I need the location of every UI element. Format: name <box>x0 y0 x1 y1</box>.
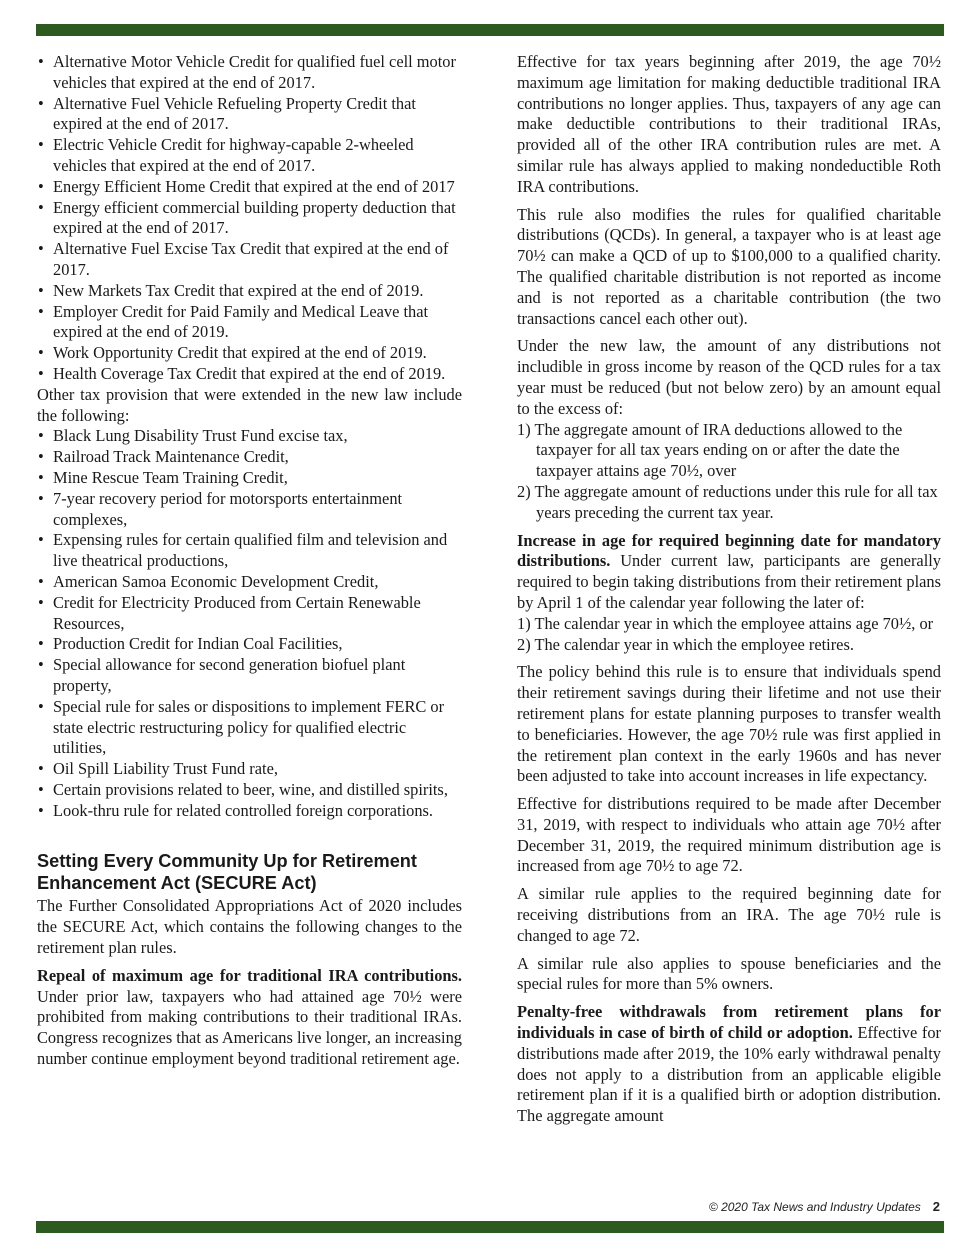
left-column <box>37 52 462 1077</box>
list-item: • American Samoa Economic Development Credit, <box>37 572 462 593</box>
paragraph-body: Effective for distributions made after 2019, the 10% early withdrawal penalty does not apply to a distribution from an applicable eligible retirement plan if it is a qualified birth or adoption distribution. The aggregate amount <box>517 1023 941 1126</box>
paragraph: A similar rule also applies to spouse beneficiaries and the special rules for more than 5% owners. <box>517 953 941 994</box>
list-item: • Look-thru rule for related controlled foreign corporations. <box>37 801 462 822</box>
paragraph: Other tax provision that were extended in the new law include the following: <box>37 384 462 425</box>
paragraph: A similar rule applies to the required beginning date for receiving distributions from an IRA. The age 70½ rule is changed to age 72. <box>517 884 941 945</box>
list-item: • Special rule for sales or dispositions to implement FERC or state electric restructuring policy for qualified electric utilities, <box>37 697 462 759</box>
expired-credits-list <box>37 52 462 385</box>
list-item: • Alternative Motor Vehicle Credit for qualified fuel cell motor vehicles that expired at the end of 2017. <box>37 52 462 94</box>
section-heading: Setting Every Community Up for Retirement Enhancement Act (SECURE Act) <box>37 851 417 893</box>
paragraph-lead: Penalty-free withdrawals from retirement plans for individuals in case of birth of child or adoption. <box>517 1002 941 1043</box>
paragraph: Effective for tax years beginning after 2019, the age 70½ maximum age limitation for making deductible traditional IRA contributions no longer applies. Thus, taxpayers of any age can make deductible contributions to their traditional IRAs, provided all of the other IRA contribution rules are met. A similar rule has always applied to making nondeductible Roth IRA contributions. <box>517 52 941 196</box>
page-number: 2 <box>932 1199 940 1214</box>
list-item: 2) The aggregate amount of reductions under this rule for all tax years preceding the current tax year. <box>517 481 938 522</box>
list-item: • Mine Rescue Team Training Credit, <box>37 468 462 489</box>
paragraph-body: Under current law, participants are generally required to begin taking distributions from their retirement plans by April 1 of the calendar year following the later of: <box>517 551 941 612</box>
list-item: • Expensing rules for certain qualified film and television and live theatrical productions, <box>37 530 462 572</box>
list-item: 1) The aggregate amount of IRA deductions allowed to the taxpayer for all tax years ending on or after the date the taxpayer attains age 70½, over <box>517 419 903 481</box>
extended-provisions-list <box>37 426 462 821</box>
list-item: • Health Coverage Tax Credit that expired at the end of 2019. <box>37 364 462 385</box>
paragraph <box>37 966 462 1070</box>
footer-rule <box>36 1221 944 1233</box>
paragraph <box>517 1002 941 1127</box>
list-item: • Alternative Fuel Vehicle Refueling Property Credit that expired at the end of 2017. <box>37 94 462 136</box>
footer-copyright: © 2020 Tax News and Industry Updates <box>708 1200 921 1214</box>
list-item: • Work Opportunity Credit that expired at the end of 2019. <box>37 343 462 364</box>
list-item: • 7-year recovery period for motorsports entertainment complexes, <box>37 489 462 531</box>
list-item: 2) The calendar year in which the employee retires. <box>517 634 854 654</box>
list-item: • Certain provisions related to beer, wine, and distilled spirits, <box>37 780 462 801</box>
list-item: • Black Lung Disability Trust Fund excise tax, <box>37 426 462 447</box>
paragraph-lead: Increase in age for required beginning date for mandatory distributions. <box>517 530 941 571</box>
list-item: 1) The calendar year in which the employee attains age 70½, or <box>517 613 934 633</box>
numbered-list <box>517 420 941 524</box>
list-item: • New Markets Tax Credit that expired at the end of 2019. <box>37 281 462 302</box>
paragraph-lead: Repeal of maximum age for traditional IRA contributions. <box>37 965 462 985</box>
list-item: • Railroad Track Maintenance Credit, <box>37 447 462 468</box>
list-item: • Electric Vehicle Credit for highway-capable 2-wheeled vehicles that expired at the end of 2017. <box>37 135 462 177</box>
right-column <box>517 52 941 1134</box>
list-item: • Oil Spill Liability Trust Fund rate, <box>37 759 462 780</box>
numbered-list <box>517 614 941 656</box>
list-item: • Energy efficient commercial building property deduction that expired at the end of 2017. <box>37 198 462 240</box>
list-item: • Employer Credit for Paid Family and Medical Leave that expired at the end of 2019. <box>37 302 462 344</box>
paragraph: Under the new law, the amount of any distributions not includible in gross income by reason of the QCD rules for a tax year must be reduced (but not below zero) by an amount equal to the excess of: <box>517 336 941 418</box>
list-item: • Alternative Fuel Excise Tax Credit that expired at the end of 2017. <box>37 239 462 281</box>
paragraph <box>517 531 941 614</box>
paragraph: The policy behind this rule is to ensure that individuals spend their retirement savings during their lifetime and not use their retirement plans for estate planning purposes to transfer wealth to beneficiaries. However, the age 70½ rule was first applied in the retirement plan context in the early 1960s and has never been adjusted to take into account increases in life expectancy. <box>517 662 941 786</box>
header-rule <box>36 24 944 36</box>
list-item: • Special allowance for second generation biofuel plant property, <box>37 655 462 697</box>
paragraph: Effective for distributions required to be made after December 31, 2019, with respect to individuals who attain age 70½ after December 31, 2019, the required minimum distribution age is increased from age 70½ to age 72. <box>517 794 941 876</box>
paragraph: This rule also modifies the rules for qualified charitable distributions (QCDs). In general, a taxpayer who is at least age 70½ can make a QCD of up to $100,000 to a qualified charity. The qualified charitable distribution is not reported as income and is not reported as a charitable contribution (the two transactions cancel each other out). <box>517 204 941 328</box>
list-item: • Production Credit for Indian Coal Facilities, <box>37 634 462 655</box>
paragraph: The Further Consolidated Appropriations Act of 2020 includes the SECURE Act, which contains the following changes to the retirement plan rules. <box>37 896 462 958</box>
list-item: • Credit for Electricity Produced from Certain Renewable Resources, <box>37 593 462 635</box>
list-item: • Energy Efficient Home Credit that expired at the end of 2017 <box>37 177 462 198</box>
page-footer <box>709 1199 940 1214</box>
paragraph-body: Under prior law, taxpayers who had attained age 70½ were prohibited from making contributions to their traditional IRAs. Congress recognizes that as Americans live longer, an increasing number continue employment beyond traditional retirement age. <box>37 986 462 1069</box>
